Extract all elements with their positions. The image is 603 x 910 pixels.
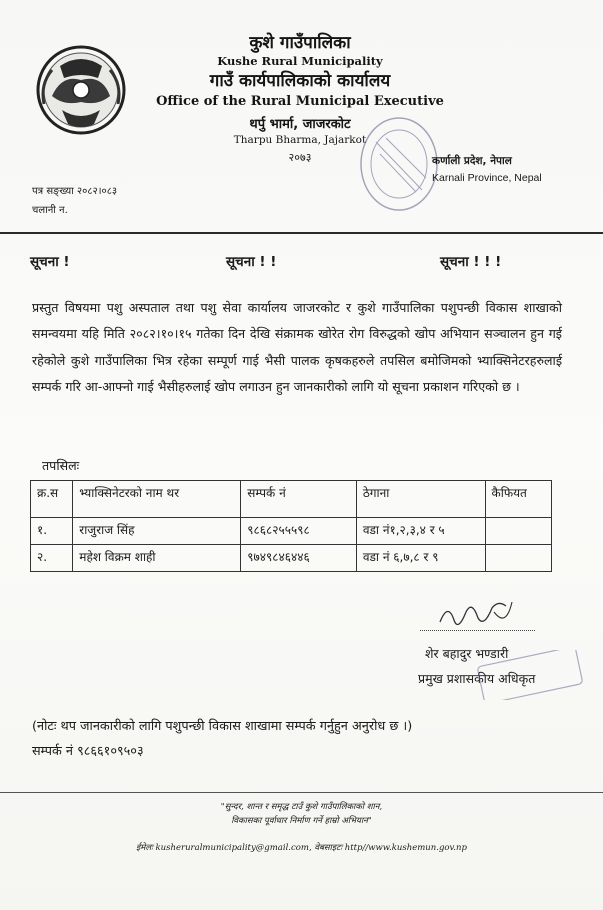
table-row	[31, 545, 552, 572]
slogan-line-1: "सुन्दर, शान्त र समृद्ध टाउँ कुशे गाउँपालिकाको शान,	[220, 802, 383, 812]
signature-mark	[436, 598, 516, 634]
dispatch-number: चलानी न.	[32, 205, 68, 216]
header-name: भ्याक्सिनेटरको नाम थर	[73, 481, 241, 518]
cell-address: वडा नं१,२,३,४ र ५	[356, 518, 485, 545]
notice-title-3: सूचना ! ! !	[440, 254, 502, 270]
header-remarks: कैफियत	[485, 481, 551, 518]
municipality-name-np: कुशे गाउँपालिका	[249, 33, 351, 53]
notice-title-1: सूचना !	[30, 254, 70, 270]
footer-note: (नोटः थप जानकारीको लागि पशुपन्छी विकास शाखामा सम्पर्क गर्नुहुन अनुरोध छ ।)	[32, 719, 413, 734]
cell-contact: ९७४९८४६४४६	[241, 545, 357, 572]
address-en: Tharpu Bharma, Jajarkot	[233, 134, 367, 146]
vaccinator-table	[30, 480, 552, 572]
cell-serial: २.	[31, 545, 73, 572]
header-divider	[0, 232, 603, 234]
address-np: थर्पु भार्मा, जाजरकोट	[249, 117, 351, 132]
notice-body: प्रस्तुत विषयमा पशु अस्पताल तथा पशु सेवा कार्यालय जाजरकोट र कुशे गाउँपालिका पशुपन्छी विकास शाखाको समन्वयमा यहि मिति २०८२।१०।१५ गतेका दिन देखि संक्रामक खोरेत रोग विरुद्धको खोप अभियान सञ्चालन हुन गई रहेकोले कुशे गाउँपालिका भित्र रहेका सम्पूर्ण गाई भैसी पालक कृषकहरुले तपसिल बमोजिमको भ्याक्सिनेटरहरुलाई सम्पर्क गरि आ-आफ्नो गाई भैसीहरुलाई खोप लगाउन हुन जानकारीको लागि यो सूचना प्रकाशन गरिएको छ ।	[32, 300, 562, 394]
letter-number: पत्र सङ्ख्या २०८२।०८३	[32, 186, 118, 197]
officer-stamp	[476, 650, 586, 700]
office-name-np: गाउँ कार्यपालिकाको कार्यालय	[209, 71, 391, 91]
signature-line	[420, 630, 535, 631]
cell-name: महेश विक्रम शाही	[73, 545, 241, 572]
cell-contact: ९८६८२५५५९८	[241, 518, 357, 545]
contact-number: सम्पर्क नं ९८६६१०९५०३	[32, 744, 144, 759]
cell-serial: १.	[31, 518, 73, 545]
header-serial: क्र.स	[31, 481, 73, 518]
province-en: Karnali Province, Nepal	[432, 172, 542, 184]
signatory-title: प्रमुख प्रशासकीय अधिकृत	[418, 671, 536, 686]
website-label: वेबसाइटः	[314, 843, 343, 853]
province-block	[432, 154, 542, 184]
province-np: कर्णाली प्रदेश, नेपाल	[432, 155, 512, 167]
office-seal-stamp	[356, 112, 442, 216]
cell-address: वडा नं ६,७,८ र ९	[356, 545, 485, 572]
notice-title-2: सूचना ! !	[226, 254, 277, 270]
cell-name: राजुराज सिंह	[73, 518, 241, 545]
details-label: तपसिलः	[42, 458, 80, 473]
office-name-en: Office of the Rural Municipal Executive	[156, 94, 444, 109]
website-link[interactable]: http//www.kushemun.gov.np	[344, 843, 467, 853]
header-contact: सम्पर्क नं	[241, 481, 357, 518]
footer-divider	[0, 792, 603, 793]
header-address: ठेगाना	[356, 481, 485, 518]
municipality-name-en: Kushe Rural Municipality	[217, 54, 383, 68]
cell-remarks	[485, 545, 551, 572]
slogan-line-2: विकासका पूर्वाधार निर्माण गर्ने हाम्रो अभियान"	[231, 816, 372, 826]
table-row	[31, 518, 552, 545]
nepal-emblem-icon	[32, 44, 130, 136]
established-year: २०७३	[288, 151, 312, 164]
email-link[interactable]: kusheruralmunicipality@gmail.com	[155, 843, 309, 853]
page-footer	[0, 800, 603, 853]
contact-row: ईमेलः kusheruralmunicipality@gmail.com, वेबसाइटः http//www.kushemun.gov.np	[136, 843, 467, 853]
email-label: ईमेलः	[136, 843, 153, 853]
table-header-row	[31, 481, 552, 518]
cell-remarks	[485, 518, 551, 545]
signatory-name: शेर बहादुर भण्डारी	[425, 646, 509, 661]
reference-numbers	[32, 182, 117, 220]
